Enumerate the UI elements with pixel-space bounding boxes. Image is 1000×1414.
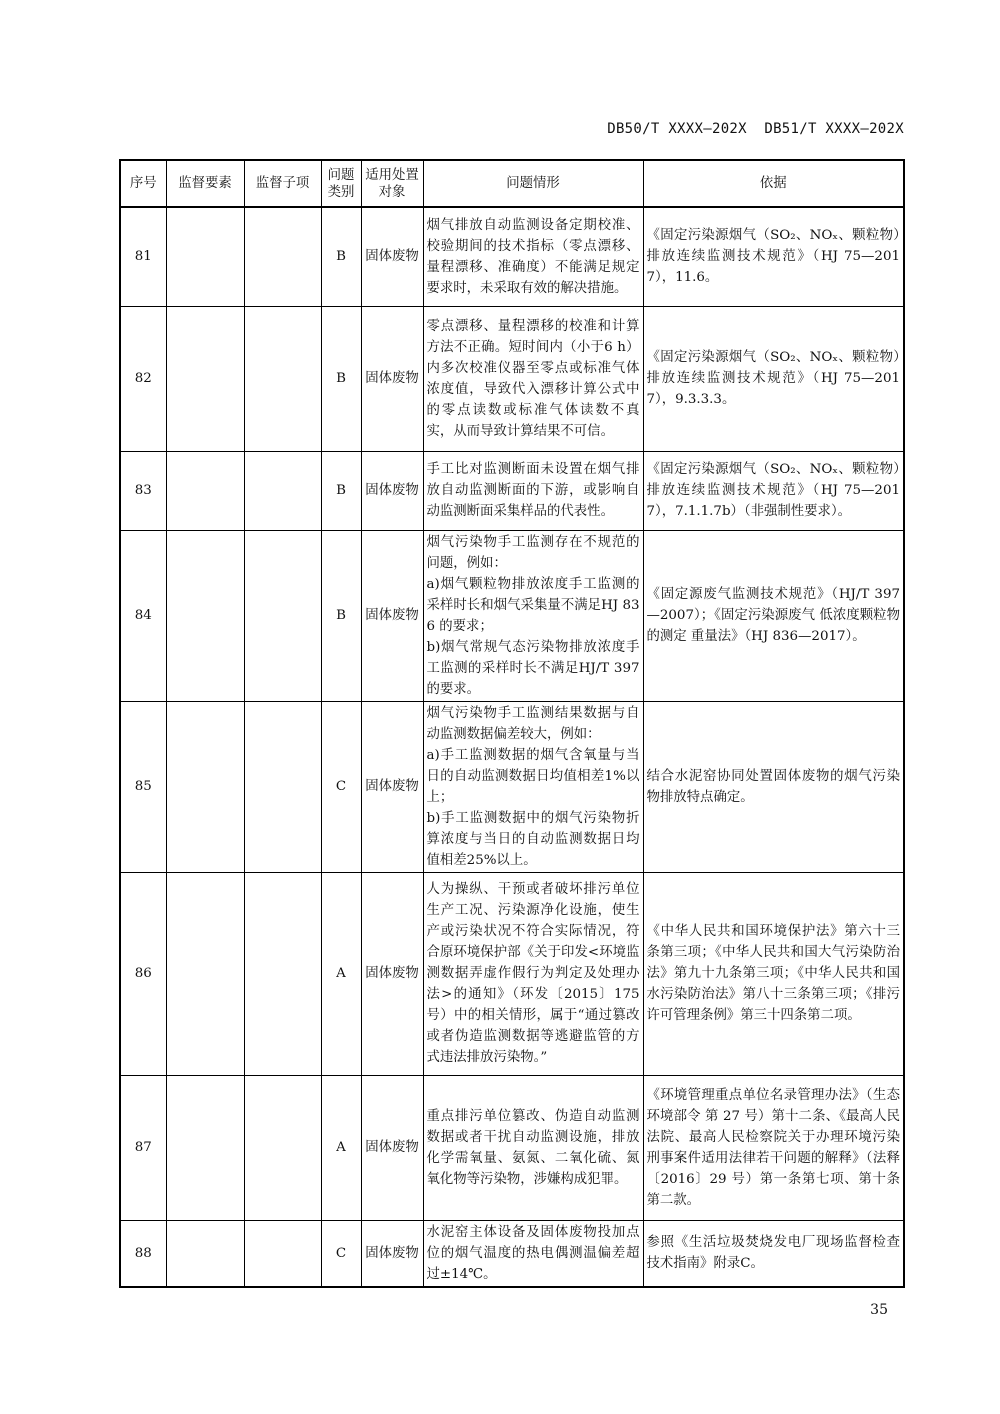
col-header-sub-item: 监督子项	[244, 160, 321, 207]
cell-sub-item	[244, 1075, 321, 1220]
col-header-basis: 依据	[643, 160, 904, 207]
col-header-object: 适用处置对象	[361, 160, 423, 207]
row-number: 86	[120, 872, 166, 1075]
cell-basis: 参照《生活垃圾焚烧发电厂现场监督检查技术指南》附录C。	[643, 1220, 904, 1287]
col-header-category: 问题类别	[321, 160, 361, 207]
cell-element	[166, 530, 244, 701]
cell-element	[166, 306, 244, 451]
cell-sub-item	[244, 530, 321, 701]
row-number: 82	[120, 306, 166, 451]
cell-category: A	[321, 872, 361, 1075]
cell-basis: 《固定污染源烟气（SO₂、NOₓ、颗粒物）排放连续监测技术规范》（HJ 75—2017），9.3.3.3。	[643, 306, 904, 451]
table-body	[120, 207, 904, 1287]
row-number: 88	[120, 1220, 166, 1287]
col-header-no: 序号	[120, 160, 166, 207]
table-row	[120, 530, 904, 701]
cell-sub-item	[244, 207, 321, 306]
table-row	[120, 207, 904, 306]
cell-object: 固体废物	[361, 1220, 423, 1287]
table-row	[120, 1220, 904, 1287]
cell-element	[166, 451, 244, 530]
cell-issue: 重点排污单位篡改、伪造自动监测数据或者干扰自动监测设施，排放化学需氧量、氨氮、二氧化硫、氮氧化物等污染物，涉嫌构成犯罪。	[423, 1075, 643, 1220]
cell-basis: 《固定污染源烟气（SO₂、NOₓ、颗粒物）排放连续监测技术规范》（HJ 75—2017），7.1.1.7b）（非强制性要求）。	[643, 451, 904, 530]
cell-object: 固体废物	[361, 530, 423, 701]
cell-basis: 《环境管理重点单位名录管理办法》（生态环境部令 第 27 号）第十二条、《最高人民法院、最高人民检察院关于办理环境污染刑事案件适用法律若干问题的解释》（法释〔2016〕29 号）第一条第七项、第十条第二款。	[643, 1075, 904, 1220]
cell-issue: 水泥窑主体设备及固体废物投加点位的烟气温度的热电偶测温偏差超过±14℃。	[423, 1220, 643, 1287]
cell-basis: 《中华人民共和国环境保护法》第六十三条第三项；《中华人民共和国大气污染防治法》第九十九条第三项；《中华人民共和国水污染防治法》第八十三条第三项；《排污许可管理条例》第三十四条第二项。	[643, 872, 904, 1075]
cell-category: C	[321, 701, 361, 872]
row-number: 84	[120, 530, 166, 701]
table-row	[120, 306, 904, 451]
cell-element	[166, 701, 244, 872]
cell-element	[166, 1220, 244, 1287]
cell-issue: 烟气污染物手工监测结果数据与自动监测数据偏差较大，例如： a)手工监测数据的烟气含氧量与当日的自动监测数据日均值相差1%以上； b)手工监测数据中的烟气污染物折算浓度与当日的自动监测数据日均值相差25%以上。	[423, 701, 643, 872]
cell-category: B	[321, 451, 361, 530]
cell-basis: 《固定污染源烟气（SO₂、NOₓ、颗粒物）排放连续监测技术规范》（HJ 75—2017），11.6。	[643, 207, 904, 306]
cell-basis: 《固定源废气监测技术规范》（HJ/T 397—2007）；《固定污染源废气 低浓度颗粒物的测定 重量法》（HJ 836—2017）。	[643, 530, 904, 701]
table-row	[120, 701, 904, 872]
cell-sub-item	[244, 1220, 321, 1287]
table-row	[120, 451, 904, 530]
cell-object: 固体废物	[361, 701, 423, 872]
cell-element	[166, 1075, 244, 1220]
cell-object: 固体废物	[361, 872, 423, 1075]
cell-category: B	[321, 207, 361, 306]
cell-object: 固体废物	[361, 1075, 423, 1220]
col-header-element: 监督要素	[166, 160, 244, 207]
cell-category: C	[321, 1220, 361, 1287]
cell-issue: 烟气污染物手工监测存在不规范的问题，例如： a)烟气颗粒物排放浓度手工监测的采样时长和烟气采集量不满足HJ 836 的要求； b)烟气常规气态污染物排放浓度手工监测的采样时长不满足HJ/T 397 的要求。	[423, 530, 643, 701]
cell-category: A	[321, 1075, 361, 1220]
row-number: 83	[120, 451, 166, 530]
cell-basis: 结合水泥窑协同处置固体废物的烟气污染物排放特点确定。	[643, 701, 904, 872]
cell-issue: 人为操纵、干预或者破坏排污单位生产工况、污染源净化设施，使生产或污染状况不符合实际情况，符合原环境保护部《关于印发<环境监测数据弄虚作假行为判定及处理办法>的通知》（环发〔2015〕175 号）中的相关情形，属于“通过篡改或者伪造监测数据等逃避监管的方式违法排放污染物。”	[423, 872, 643, 1075]
cell-issue: 烟气排放自动监测设备定期校准、校验期间的技术指标（零点漂移、量程漂移、准确度）不能满足规定要求时，未采取有效的解决措施。	[423, 207, 643, 306]
table-row	[120, 1075, 904, 1220]
col-header-issue: 问题情形	[423, 160, 643, 207]
cell-element	[166, 872, 244, 1075]
table-row	[120, 872, 904, 1075]
row-number: 81	[120, 207, 166, 306]
row-number: 85	[120, 701, 166, 872]
table-header-row	[120, 160, 904, 207]
cell-category: B	[321, 530, 361, 701]
inspection-table	[119, 159, 905, 1288]
cell-object: 固体废物	[361, 451, 423, 530]
cell-object: 固体废物	[361, 306, 423, 451]
cell-category: B	[321, 306, 361, 451]
standard-code-header: DB50/T XXXX—202X DB51/T XXXX—202X	[607, 121, 904, 137]
cell-sub-item	[244, 306, 321, 451]
cell-sub-item	[244, 701, 321, 872]
cell-element	[166, 207, 244, 306]
cell-issue: 手工比对监测断面未设置在烟气排放自动监测断面的下游，或影响自动监测断面采集样品的代表性。	[423, 451, 643, 530]
cell-sub-item	[244, 872, 321, 1075]
row-number: 87	[120, 1075, 166, 1220]
page-number: 35	[870, 1302, 888, 1318]
cell-object: 固体废物	[361, 207, 423, 306]
cell-sub-item	[244, 451, 321, 530]
cell-issue: 零点漂移、量程漂移的校准和计算方法不正确。短时间内（小于6 h）内多次校准仪器至零点或标准气体浓度值，导致代入漂移计算公式中的零点读数或标准气体读数不真实，从而导致计算结果不可信。	[423, 306, 643, 451]
